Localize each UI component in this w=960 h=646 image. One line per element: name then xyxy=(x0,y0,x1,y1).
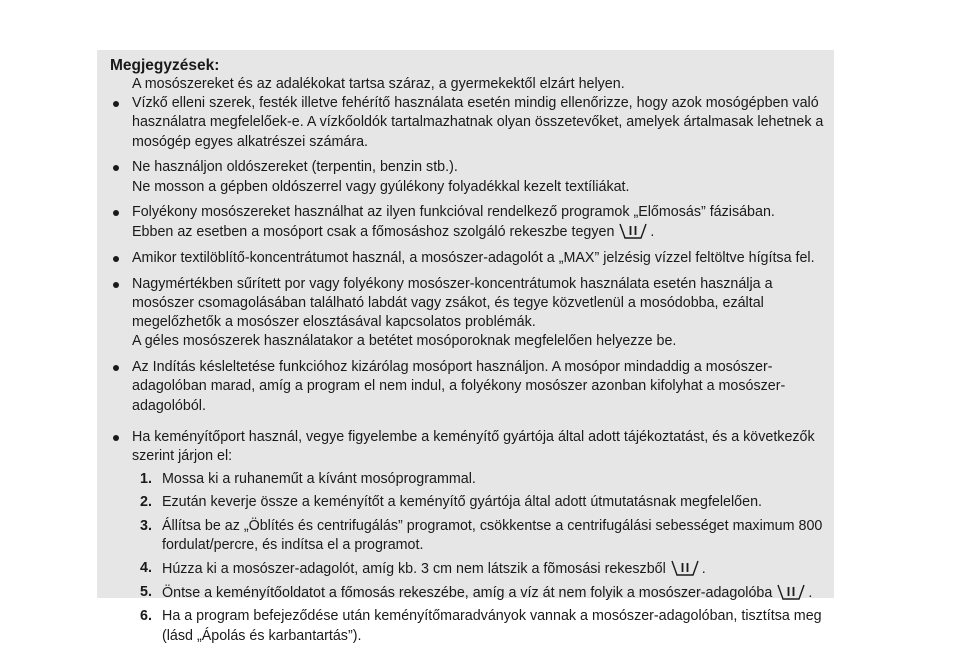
starch-steps xyxy=(110,470,834,646)
bullet-liquid-detergent xyxy=(110,203,834,242)
main-wash-compartment-icon xyxy=(776,583,806,601)
main-wash-compartment-icon xyxy=(670,559,700,577)
bullet-text: Vízkő elleni szerek, festék illetve fehérítő használata esetén mindig ellenőrizze, hogy azok mosógépben való használatra megfelelőek-e. A vízkőoldók tartalmazhatnak olyan összetevőket, amelyek ártalmasak lehetnek a mosógép egyes alkatrészei számára. xyxy=(132,95,824,150)
intro-text: A mosószereket és az adalékokat tartsa száraz, a gyermekektől elzárt helyen. xyxy=(132,76,625,92)
step-item: 1. Mossa ki a ruhaneműt a kívánt mosóprogrammal. xyxy=(140,471,476,488)
bullet-text: Folyékony mosószereket használhat az ilyen funkcióval rendelkező programok „Előmosás” fázisában. xyxy=(132,204,775,221)
bullet-text: A géles mosószerek használatakor a betétet mosóporoknak megfelelően helyezze be. xyxy=(132,333,677,350)
step-item: 3. Állítsa be az „Öblítés és centrifugálás” programot, csökkentse a centrifugálási sebességet maximum 800 fordulat/percre, és indítsa el a programot. xyxy=(140,517,823,553)
bullet-delay-start xyxy=(110,358,834,416)
bullet-starch xyxy=(110,428,834,466)
step-item: 5. Öntse a keményítőoldatot a főmosás rekeszébe, amíg a víz át nem folyik a mosószer-adagolóba . xyxy=(140,584,813,602)
bullet-text-with-icon: Ebben az esetben a mosóport csak a főmosáshoz szolgáló rekeszbe tegyen . xyxy=(132,224,655,241)
bullet-concentrate xyxy=(110,275,834,352)
bullet-descaler xyxy=(110,94,834,152)
notes-heading: Megjegyzések: xyxy=(110,57,220,74)
bullet-text: Ha keményítőport használ, vegye figyelembe a keményítő gyártója által adott tájékoztatást, és a következők szerint járjon el: xyxy=(132,428,815,464)
step-item: 2. Ezután keverje össze a keményítőt a keményítő gyártója által adott útmutatásnak megfelelően. xyxy=(140,494,763,511)
bullet-text: Amikor textilöblítő-koncentrátumot használ, a mosószer-adagolót a „MAX” jelzésig vízzel feltöltve hígítsa fel. xyxy=(132,250,815,267)
bullet-text: Ne használjon oldószereket (terpentin, benzin stb.). xyxy=(132,159,458,176)
bullet-text: Ne mosson a gépben oldószerrel vagy gyúlékony folyadékkal kezelt textíliákat. xyxy=(132,178,630,195)
main-wash-compartment-icon xyxy=(618,222,648,240)
bullet-text: Az Indítás késleltetése funkcióhoz kizárólag mosóport használjon. A mosópor mindaddig a mosószer-adagolóban marad, amíg a program el nem indul, a folyékony mosószer azonban kifolyhat a mosószer-adagolóból. xyxy=(132,359,786,414)
bullet-text: Nagymértékben sűrített por vagy folyékony mosószer-koncentrátumok használata esetén használja a mosószer csomagolásában található labdát vagy zsákot, és tegye közvetlenül a mosódobba, ezáltal megelőzhetők a mosószer elosztásával kapcsolatos problémák. xyxy=(132,275,773,331)
notes-content xyxy=(110,56,834,646)
bullet-solvents xyxy=(110,158,834,196)
bullet-softener xyxy=(110,249,834,268)
step-item: 6. Ha a program befejeződése után keményítőmaradványok vannak a mosószer-adagolóban, tisztítsa meg (lásd „Ápolás és karbantartás”). xyxy=(140,608,822,644)
step-item: 4. Húzza ki a mosószer-adagolót, amíg kb. 3 cm nem látszik a fõmosási rekeszből . xyxy=(140,559,706,577)
